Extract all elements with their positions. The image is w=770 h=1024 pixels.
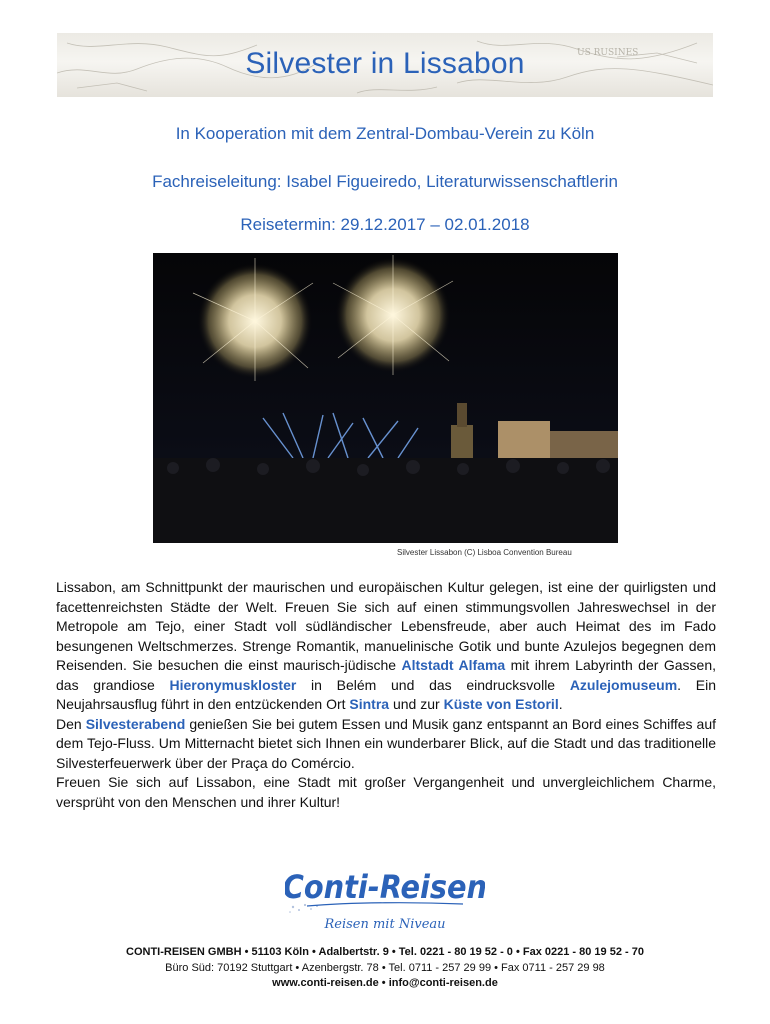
highlight-sintra: Sintra [349, 696, 390, 712]
highlight-kueste-von-estoril: Küste von Estoril [443, 696, 559, 712]
svg-text:Conti-Reisen: Conti-Reisen [285, 869, 485, 907]
highlight-altstadt-alfama: Altstadt Alfama [401, 657, 506, 673]
tour-guide-line: Fachreiseleitung: Isabel Figueiredo, Literaturwissenschaftlerin [152, 172, 618, 191]
cooperation-line: In Kooperation mit dem Zentral-Dombau-Verein zu Köln [175, 124, 595, 143]
footer-company-line: CONTI-REISEN GMBH • 51103 Köln • Adalbertstr. 9 • Tel. 0221 - 80 19 52 - 0 • Fax 0221 - 80 19 52 - 70 [126, 946, 644, 958]
fireworks-illustration [153, 253, 618, 543]
title-banner [57, 33, 713, 97]
description-text [56, 578, 716, 812]
conti-reisen-logo [285, 860, 485, 940]
footer-contact-line: www.conti-reisen.de • info@conti-reisen.de [272, 977, 498, 989]
page-title: Silvester in Lissabon [245, 47, 525, 80]
fireworks-photo [153, 253, 618, 543]
description-paragraph-1: Lissabon, am Schnittpunkt der maurischen und europäischen Kultur gelegen, ist eine der quirligsten und facettenreichsten Städte der Welt. Freuen Sie sich auf einen stimmungsvollen Jahreswechsel in der Metropole am Tejo, einer Stadt voll südländischer Lebensfreude, aber auch Heimat des im Fado besungenen Weltschmerzes. Strenge Romantik, manuelinische Gotik und bunte Azulejos begegnen dem Reisenden. Sie besuchen die einst maurisch-jüdische Altstadt Alfama mit ihrem Labyrinth der Gassen, das grandiose Hieronymuskloster in Belém und das eindrucksvolle Azulejomuseum. Ein Neujahrsausflug führt in den entzückenden Ort Sintra und zur Küste von Estoril. [56, 579, 717, 712]
svg-text:Reisen mit Niveau: Reisen mit Niveau [324, 917, 446, 932]
description-paragraph-3: Freuen Sie sich auf Lissabon, eine Stadt mit großer Vergangenheit und unvergleichlichem Charme, versprüht von den Menschen und ihrer Kultur! [56, 774, 716, 810]
crowd [153, 458, 618, 543]
photo-caption: Silvester Lissabon (C) Lisboa Convention Bureau [397, 548, 572, 557]
map-lettering: US RUSINES [577, 48, 639, 58]
highlight-hieronymuskloster: Hieronymuskloster [169, 676, 297, 693]
travel-date-line: Reisetermin: 29.12.2017 – 02.01.2018 [240, 215, 530, 234]
description-paragraph-2: Den Silvesterabend genießen Sie bei gutem Essen und Musik ganz entspannt an Bord eines Schiffes auf dem Tejo-Fluss. Um Mitternacht bietet sich Ihnen ein wunderbarer Blick, auf die Stadt und das traditionelle Silvesterfeuerwerk über der Praça do Comércio. [56, 715, 716, 771]
footer-office-line: Büro Süd: 70192 Stuttgart • Azenbergstr. 78 • Tel. 0711 - 257 29 99 • Fax 0711 - 257 29 98 [165, 962, 605, 974]
highlight-silvesterabend: Silvesterabend [85, 715, 186, 732]
highlight-azulejomuseum: Azulejomuseum [569, 676, 678, 693]
